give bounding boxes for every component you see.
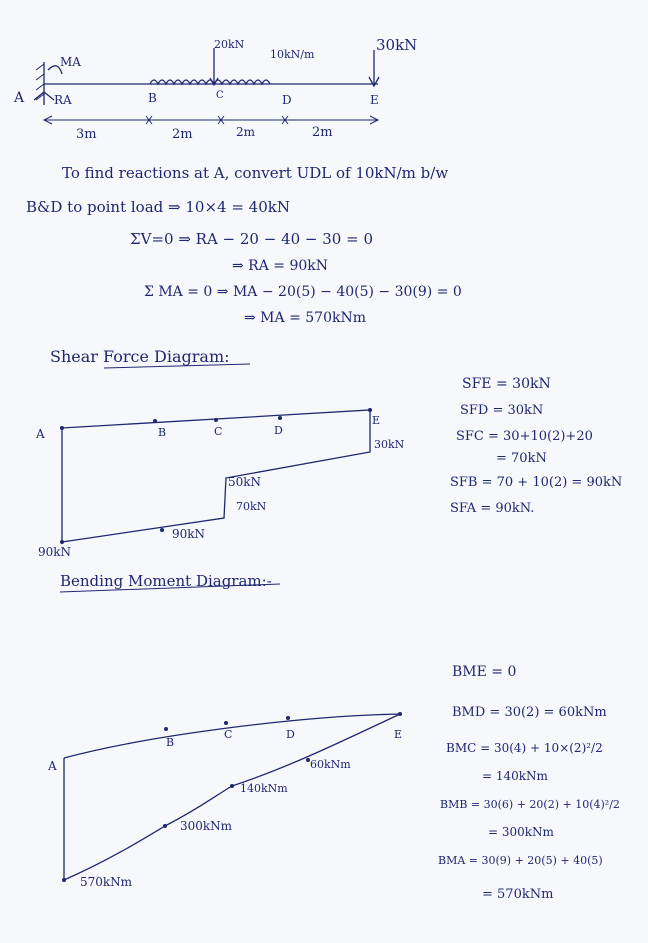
sfd-calc-a: SFA = 90kN. bbox=[450, 501, 535, 516]
equation-moment: Σ MA = 0 ⇒ MA − 20(5) − 40(5) − 30(9) = 0 bbox=[144, 284, 462, 300]
equation-moment-result: ⇒ MA = 570kNm bbox=[244, 310, 366, 326]
bmd-label-e: E bbox=[394, 728, 403, 741]
sfd-label-90kn-b: 90kN bbox=[172, 527, 206, 541]
equation-vertical-result: ⇒ RA = 90kN bbox=[232, 258, 329, 274]
udl-label: 10kN/m bbox=[270, 48, 315, 61]
sfd-label-a: A bbox=[36, 427, 45, 441]
reaction-calculations bbox=[26, 164, 462, 326]
span-cd-label: 2m bbox=[236, 125, 256, 139]
bmd-label-140knm: 140kNm bbox=[240, 782, 288, 795]
sfd-label-c: C bbox=[214, 425, 223, 438]
point-d-label: D bbox=[282, 93, 292, 107]
bmd-label-a: A bbox=[48, 759, 57, 773]
bmd-calc-a: BMA = 30(9) + 20(5) + 40(5) bbox=[438, 854, 603, 867]
span-ab-label: 3m bbox=[76, 127, 97, 142]
bmd-calc-b: BMB = 30(6) + 20(2) + 10(4)²/2 bbox=[440, 798, 620, 811]
sfd-label-50kn: 50kN bbox=[228, 475, 262, 489]
bmd-label-570knm: 570kNm bbox=[80, 875, 133, 889]
sfd-label-30kn: 30kN bbox=[374, 438, 405, 451]
sfd-calc-d: SFD = 30kN bbox=[460, 403, 544, 418]
sfd-label-70kn: 70kN bbox=[236, 500, 267, 513]
reaction-label: RA bbox=[54, 93, 72, 107]
span-de-label: 2m bbox=[312, 125, 333, 140]
sfd-calc-c-result: = 70kN bbox=[496, 451, 547, 466]
beam-sketch bbox=[13, 36, 417, 142]
bmd-calc-d: BMD = 30(2) = 60kNm bbox=[452, 705, 607, 720]
sfd-calc-c: SFC = 30+10(2)+20 bbox=[456, 429, 593, 444]
span-bc-label: 2m bbox=[172, 127, 193, 142]
sfd-calc-e: SFE = 30kN bbox=[462, 376, 551, 392]
intro-line-1: To find reactions at A, convert UDL of 10kN/m b/w bbox=[62, 164, 449, 182]
bmd-label-300knm: 300kNm bbox=[180, 819, 233, 833]
equation-vertical: ΣV=0 ⇒ RA − 20 − 40 − 30 = 0 bbox=[130, 230, 374, 248]
sfd-calc-b: SFB = 70 + 10(2) = 90kN bbox=[450, 475, 623, 490]
point-c-label: C bbox=[216, 90, 224, 101]
sfd-label-b: B bbox=[158, 426, 167, 439]
bmd-calc-a-result: = 570kNm bbox=[482, 887, 554, 902]
sfd-label-90kn-a: 90kN bbox=[38, 545, 72, 559]
bmd-heading: Bending Moment Diagram:- bbox=[60, 572, 272, 590]
moment-label: MA bbox=[60, 55, 81, 69]
bending-moment-diagram bbox=[47, 572, 620, 902]
point-a-label: A bbox=[14, 90, 25, 106]
load-30-label: 30kN bbox=[376, 36, 418, 54]
point-e-label: E bbox=[370, 93, 379, 107]
bmd-label-60knm: 60kNm bbox=[310, 758, 351, 771]
load-20-label: 20kN bbox=[214, 38, 245, 51]
shear-force-diagram bbox=[35, 347, 622, 559]
sfd-label-e: E bbox=[372, 414, 381, 427]
bmd-calc-c: BMC = 30(4) + 10×(2)²/2 bbox=[446, 741, 603, 755]
point-b-label: B bbox=[148, 91, 157, 105]
sfd-heading: Shear Force Diagram: bbox=[50, 347, 230, 366]
bmd-label-d: D bbox=[286, 728, 295, 741]
bmd-calc-c-result: = 140kNm bbox=[482, 769, 548, 783]
bmd-label-b: B bbox=[166, 736, 175, 749]
bmd-label-c: C bbox=[224, 728, 233, 741]
sfd-label-d: D bbox=[274, 424, 283, 437]
intro-line-2: B&D to point load ⇒ 10×4 = 40kN bbox=[26, 198, 290, 216]
bmd-calc-e: BME = 0 bbox=[452, 664, 517, 680]
bmd-calc-b-result: = 300kNm bbox=[488, 825, 554, 839]
